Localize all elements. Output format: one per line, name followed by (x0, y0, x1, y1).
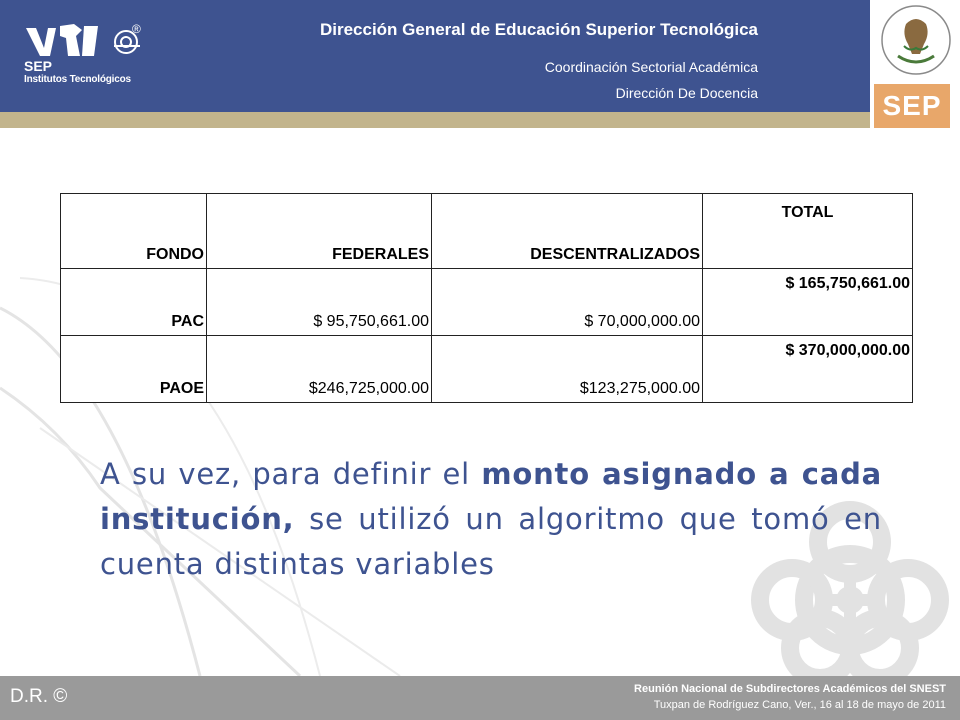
header-cell-total: TOTAL (703, 194, 913, 269)
header-cell-descentralizados: DESCENTRALIZADOS (432, 194, 703, 269)
table-header-row (61, 194, 913, 269)
logo-it-text: Institutos Tecnológicos (24, 74, 131, 85)
registered-mark: ® (132, 22, 141, 36)
paragraph-text-start: A su vez, para definir el (100, 457, 482, 491)
footer-event-location: Tuxpan de Rodríguez Cano, Ver., 16 al 18 de mayo de 2011 (653, 699, 946, 711)
cell-descentralizados: $123,275,000.00 (432, 336, 703, 403)
cell-federales: $ 95,750,661.00 (207, 269, 432, 336)
body-paragraph (100, 452, 882, 587)
cell-fondo: PAC (61, 269, 207, 336)
cell-descentralizados: $ 70,000,000.00 (432, 269, 703, 336)
sep-badge: SEP (874, 84, 950, 128)
gold-divider (0, 112, 870, 128)
cell-total: $ 370,000,000.00 (703, 336, 913, 403)
footer-bar (0, 676, 960, 720)
footer-event-title: Reunión Nacional de Subdirectores Académicos del SNEST (634, 683, 946, 695)
paragraph-text-end: se utilizó un algoritmo que tomó en cuenta distintas variables (100, 502, 882, 581)
cell-total: $ 165,750,661.00 (703, 269, 913, 336)
seal-column (874, 0, 960, 128)
funds-table (60, 193, 913, 403)
header-cell-fondo: FONDO (61, 194, 207, 269)
header-bar (0, 0, 870, 112)
header-subtitle-coordinacion: Coordinación Sectorial Académica (544, 59, 758, 75)
table-row (61, 336, 913, 403)
paragraph-bold-text: monto asignado a cada institución, (100, 457, 882, 536)
logo-sep-text: SEP (24, 58, 53, 74)
header-cell-federales: FEDERALES (207, 194, 432, 269)
mexican-seal-icon (880, 2, 952, 80)
cell-fondo: PAOE (61, 336, 207, 403)
table-row (61, 269, 913, 336)
cell-federales: $246,725,000.00 (207, 336, 432, 403)
header-title: Dirección General de Educación Superior Tecnológica (319, 20, 758, 39)
copyright-text: D.R. © (10, 686, 68, 707)
header-subtitle-direccion: Dirección De Docencia (615, 85, 758, 101)
